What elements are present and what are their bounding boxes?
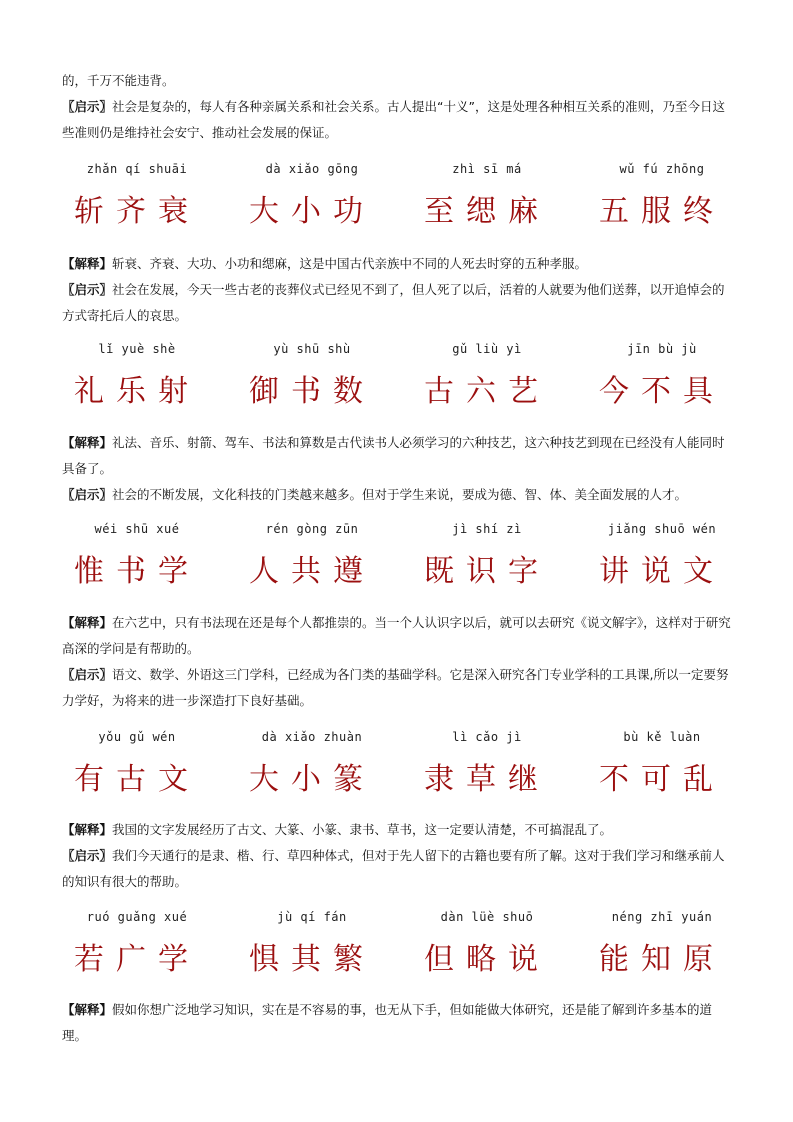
pinyin-group: lǐ yuè shè bbox=[98, 342, 176, 356]
intro-text: 的，千万不能违背。 bbox=[62, 73, 175, 88]
explain-text: 假如你想广泛地学习知识，实在是不容易的事，也无从下手，但如能做大体研究，还是能了解到许多基本的道理。 bbox=[62, 1002, 713, 1043]
insight-tag: 〖启示〗 bbox=[62, 282, 113, 297]
pinyin-group: yǒu gǔ wén bbox=[98, 730, 176, 744]
hanzi-group: 能知原 bbox=[599, 942, 725, 977]
hanzi-group: 大小篆 bbox=[249, 762, 375, 797]
explain-tag: 【解释】 bbox=[62, 435, 113, 450]
insight bbox=[62, 662, 734, 714]
hanzi-group: 若广学 bbox=[74, 942, 200, 977]
hanzi-row bbox=[62, 546, 742, 590]
pinyin-row bbox=[62, 162, 742, 184]
insight-tag: 〖启示〗 bbox=[62, 667, 113, 682]
hanzi-row bbox=[62, 366, 742, 410]
pinyin-row bbox=[62, 342, 742, 364]
insight-tag: 〖启示〗 bbox=[62, 99, 113, 114]
intro-line bbox=[62, 68, 734, 94]
pinyin-group: bù kě luàn bbox=[623, 730, 701, 744]
pinyin-group: wǔ fú zhōng bbox=[619, 162, 705, 176]
hanzi-group: 斩齐衰 bbox=[74, 194, 200, 229]
insight-text: 我们今天通行的是隶、楷、行、草四种体式，但对于先人留下的古籍也要有所了解。这对于我们学习和继承前人的知识有很大的帮助。 bbox=[62, 848, 725, 889]
hanzi-group: 惧其繁 bbox=[249, 942, 375, 977]
pinyin-group: yù shū shù bbox=[273, 342, 351, 356]
pinyin-group: gǔ liù yì bbox=[452, 342, 522, 356]
explain-tag: 【解释】 bbox=[62, 256, 113, 271]
explain-tag: 【解释】 bbox=[62, 615, 113, 630]
pinyin-group: wéi shū xué bbox=[94, 522, 180, 536]
explain-text: 礼法、音乐、射箭、驾车、书法和算数是古代读书人必须学习的六种技艺，这六种技艺到现在已经没有人能同时具备了。 bbox=[62, 435, 725, 476]
hanzi-group: 御书数 bbox=[249, 374, 375, 409]
pinyin-group: dàn lüè shuō bbox=[440, 910, 534, 924]
explain-text: 在六艺中，只有书法现在还是每个人都推崇的。当一个人认识字以后，就可以去研究《说文解字》，这样对于研究高深的学问是有帮助的。 bbox=[62, 615, 731, 656]
explanation bbox=[62, 430, 734, 482]
pinyin-group: lì cǎo jì bbox=[452, 730, 522, 744]
hanzi-row bbox=[62, 754, 742, 798]
pinyin-group: jiǎng shuō wén bbox=[607, 522, 717, 536]
pinyin-group: jù qí fán bbox=[277, 910, 347, 924]
pinyin-row bbox=[62, 910, 742, 932]
hanzi-row bbox=[62, 186, 742, 230]
insight-tag: 〖启示〗 bbox=[62, 848, 113, 863]
explanation bbox=[62, 610, 734, 662]
insight-text: 社会的不断发展，文化科技的门类越来越多。但对于学生来说，要成为德、智、体、美全面发展的人才。 bbox=[112, 487, 688, 502]
explanation bbox=[62, 997, 734, 1049]
hanzi-group: 但略说 bbox=[424, 942, 550, 977]
hanzi-group: 有古文 bbox=[74, 762, 200, 797]
pinyin-group: zhǎn qí shuāi bbox=[86, 162, 188, 176]
pinyin-group: zhì sī má bbox=[452, 162, 522, 176]
explanation bbox=[62, 251, 734, 277]
pinyin-group: néng zhī yuán bbox=[611, 910, 713, 924]
hanzi-group: 隶草继 bbox=[424, 762, 550, 797]
hanzi-group: 五服终 bbox=[599, 194, 725, 229]
explanation bbox=[62, 817, 734, 843]
explain-tag: 【解释】 bbox=[62, 822, 113, 837]
pinyin-group: jīn bù jù bbox=[627, 342, 697, 356]
hanzi-group: 惟书学 bbox=[74, 554, 200, 589]
hanzi-row bbox=[62, 934, 742, 978]
hanzi-group: 不可乱 bbox=[599, 762, 725, 797]
pinyin-row bbox=[62, 730, 742, 752]
explain-tag: 【解释】 bbox=[62, 1002, 113, 1017]
insight bbox=[62, 843, 734, 895]
pinyin-group: dà xiǎo zhuàn bbox=[261, 730, 363, 744]
hanzi-group: 大小功 bbox=[249, 194, 375, 229]
pinyin-group: ruó guǎng xué bbox=[86, 910, 188, 924]
insight-tag: 〖启示〗 bbox=[62, 487, 113, 502]
insight-text: 语文、数学、外语这三门学科，已经成为各门类的基础学科。它是深入研究各门专业学科的工具课,所以一定要努力学好，为将来的进一步深造打下良好基础。 bbox=[62, 667, 729, 708]
hanzi-group: 人共遵 bbox=[249, 554, 375, 589]
explain-text: 斩衰、齐衰、大功、小功和缌麻，这是中国古代亲族中不同的人死去时穿的五种孝服。 bbox=[112, 256, 588, 271]
hanzi-group: 古六艺 bbox=[424, 374, 550, 409]
pinyin-group: rén gòng zūn bbox=[265, 522, 359, 536]
hanzi-group: 讲说文 bbox=[599, 554, 725, 589]
insight-text: 社会在发展，今天一些古老的丧葬仪式已经见不到了，但人死了以后，活着的人就要为他们送葬，以开追悼会的方式寄托后人的哀思。 bbox=[62, 282, 725, 323]
pinyin-group: jì shí zì bbox=[452, 522, 522, 536]
hanzi-group: 至缌麻 bbox=[424, 194, 550, 229]
hanzi-group: 既识字 bbox=[424, 554, 550, 589]
pinyin-group: dà xiǎo gōng bbox=[265, 162, 359, 176]
hanzi-group: 礼乐射 bbox=[74, 374, 200, 409]
insight bbox=[62, 277, 734, 329]
insight-text: 社会是复杂的，每人有各种亲属关系和社会关系。古人提出“十义”，这是处理各种相互关系的准则，乃至今日这些准则仍是维持社会安宁、推动社会发展的保证。 bbox=[62, 99, 725, 140]
hanzi-group: 今不具 bbox=[599, 374, 725, 409]
explain-text: 我国的文字发展经历了古文、大篆、小篆、隶书、草书，这一定要认清楚，不可搞混乱了。 bbox=[112, 822, 613, 837]
pinyin-row bbox=[62, 522, 742, 544]
intro-insight bbox=[62, 94, 734, 146]
insight bbox=[62, 482, 734, 508]
